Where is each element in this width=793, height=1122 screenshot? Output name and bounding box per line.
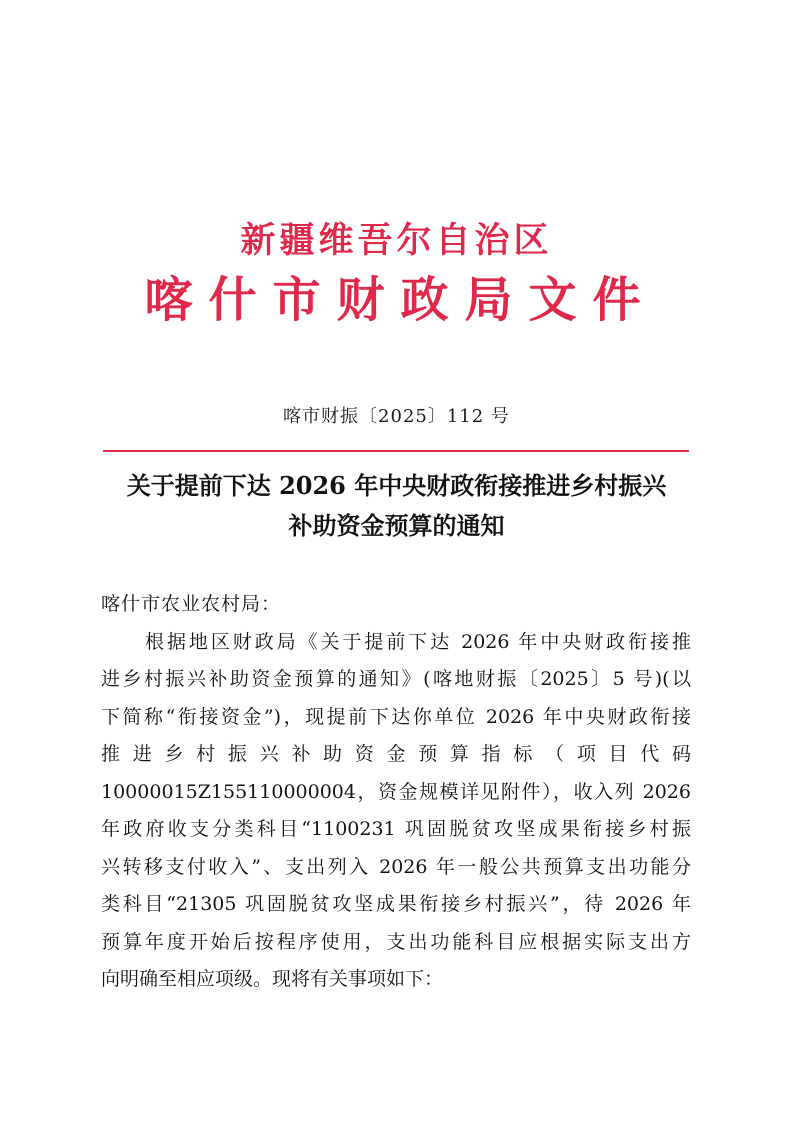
agency-document-header: 喀什市财政局文件 — [144, 272, 657, 328]
body-line: 预算年度开始后按程序使用，支出功能科目应根据实际支出方 — [101, 930, 691, 953]
body-line: 年政府收支分类科目“1100231 巩固脱贫攻坚成果衔接乡村振 — [101, 818, 691, 840]
document-title — [90, 466, 703, 546]
title-line-1: 关于提前下达 2026 年中央财政衔接推进乡村振兴 — [126, 471, 667, 500]
issuing-region-header: 新疆维吾尔自治区 — [240, 220, 553, 261]
red-divider-line — [103, 450, 689, 452]
document-body — [101, 586, 691, 999]
body-line: 进乡村振兴补助资金预算的通知》(喀地财振〔2025〕5 号)(以 — [101, 668, 691, 690]
body-line: 兴转移支付收入”、支出列入 2026 年一般公共预算支出功能分 — [101, 855, 691, 878]
body-line: 下简称“衔接资金”)，现提前下达你单位 2026 年中央财政衔接 — [101, 705, 691, 728]
document-number: 喀市财振〔2025〕112 号 — [283, 406, 510, 427]
body-line: 推进乡村振兴补助资金预算指标（项目代码 — [101, 743, 691, 765]
body-line: 类科目“21305 巩固脱贫攻坚成果衔接乡村振兴”，待 2026 年 — [101, 893, 691, 915]
body-line: 10000015Z155110000004，资金规模详见附件），收入列 2026 — [101, 780, 691, 803]
body-line: 根据地区财政局《关于提前下达 2026 年中央财政衔接推 — [145, 630, 691, 653]
title-line-2: 补助资金预算的通知 — [288, 511, 505, 540]
recipient-line: 喀什市农业农村局： — [101, 593, 282, 615]
body-line: 向明确至相应项级。现将有关事项如下： — [101, 968, 444, 990]
